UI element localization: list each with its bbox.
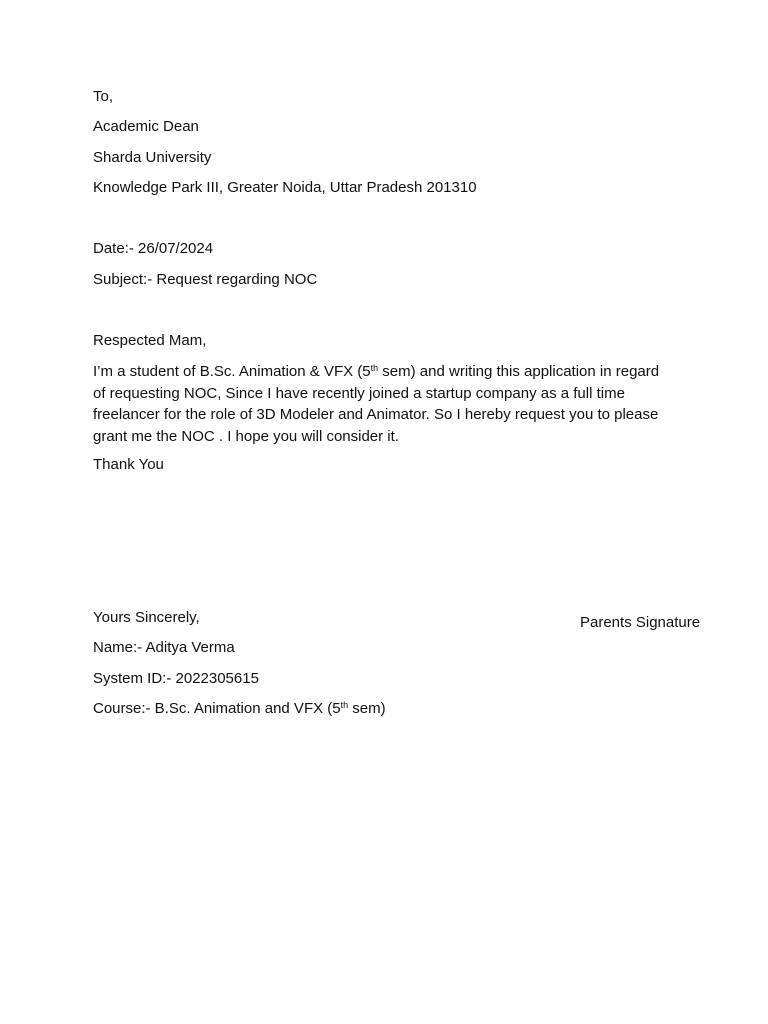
recipient-designation: Academic Dean bbox=[93, 118, 199, 135]
body-line-1: I’m a student of B.Sc. Animation & VFX (5th sem) and writing this application in regard bbox=[93, 363, 660, 380]
body-line-3: freelancer for the role of 3D Modeler and Animator. So I hereby request you to please bbox=[93, 406, 659, 423]
student-name: Name:- Aditya Verma bbox=[93, 639, 235, 656]
subject-line: Subject:- Request regarding NOC bbox=[93, 271, 318, 288]
body-line-4: grant me the NOC . I hope you will consider it. bbox=[93, 427, 399, 445]
body-line-2: of requesting NOC, Since I have recently joined a startup company as a full time bbox=[93, 384, 625, 402]
student-course: Course:- B.Sc. Animation and VFX (5th sem) bbox=[93, 700, 386, 717]
student-system-id: System ID:- 2022305615 bbox=[93, 670, 259, 687]
date-line: Date:- 26/07/2024 bbox=[93, 240, 214, 257]
thanks-line: Thank You bbox=[93, 456, 164, 473]
closing-line: Yours Sincerely, bbox=[93, 609, 200, 626]
parents-signature-label: Parents Signature bbox=[580, 614, 701, 631]
superscript: th bbox=[370, 363, 379, 373]
salutation: Respected Mam, bbox=[93, 332, 207, 349]
body-paragraph bbox=[93, 361, 693, 447]
recipient-institution: Sharda University bbox=[93, 149, 212, 166]
superscript: th bbox=[340, 700, 349, 710]
to-line: To, bbox=[93, 88, 114, 105]
recipient-address: Knowledge Park III, Greater Noida, Uttar Pradesh 201310 bbox=[93, 179, 477, 196]
